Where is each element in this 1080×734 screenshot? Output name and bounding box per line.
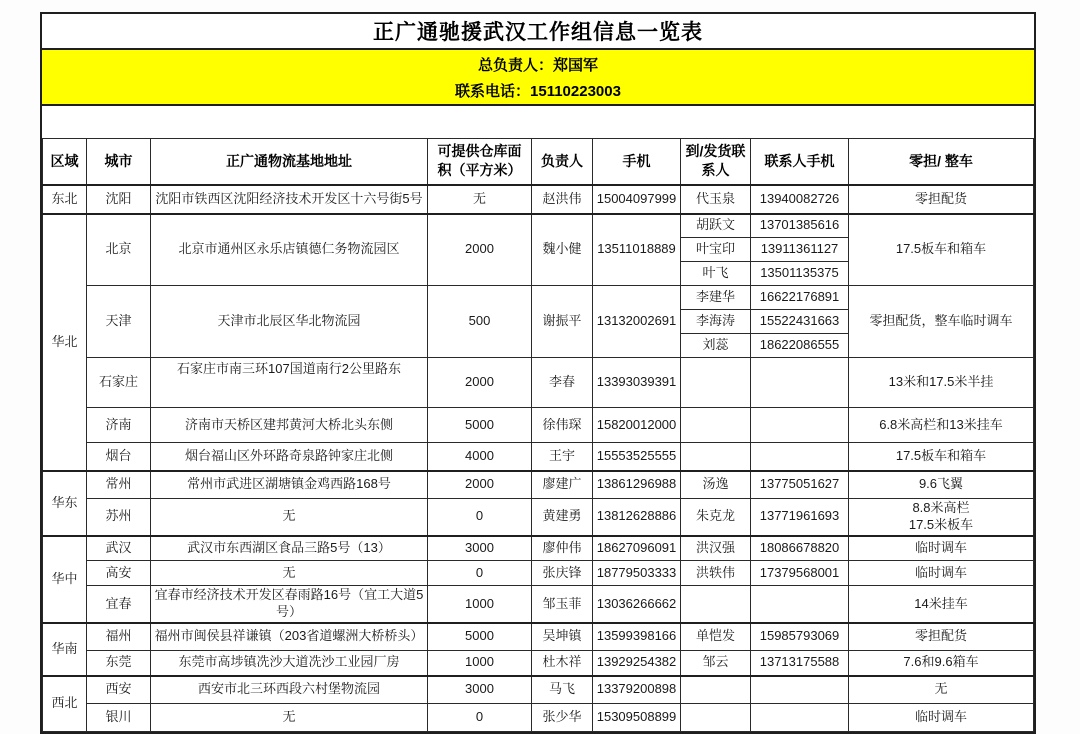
cell-phone: 13132002691	[593, 286, 681, 358]
cell-address: 常州市武进区湖塘镇金鸡西路168号	[151, 471, 428, 499]
cell-phone: 13379200898	[593, 676, 681, 703]
cell-region: 华北	[43, 214, 87, 471]
cell-city: 苏州	[87, 499, 151, 536]
cell-contact: 朱克龙	[681, 499, 751, 536]
cell-contact: 邹云	[681, 650, 751, 676]
cell-phone: 18627096091	[593, 536, 681, 561]
cell-contact-phone: 16622176891	[751, 286, 849, 310]
cell-contact: 洪汉强	[681, 536, 751, 561]
cell-contact-phone	[751, 408, 849, 443]
cell-contact	[681, 676, 751, 703]
cell-contact: 李海涛	[681, 310, 751, 334]
cell-city: 济南	[87, 408, 151, 443]
cell-address: 无	[151, 561, 428, 586]
cell-freight: 零担配货，整车临时调车	[849, 286, 1034, 358]
cell-phone: 18779503333	[593, 561, 681, 586]
cell-area: 5000	[428, 408, 532, 443]
cell-address: 沈阳市铁西区沈阳经济技术开发区十六号街5号	[151, 185, 428, 214]
column-header-2: 城市	[87, 139, 151, 185]
cell-phone: 13511018889	[593, 214, 681, 286]
cell-area: 4000	[428, 443, 532, 471]
table-row	[43, 185, 1034, 214]
cell-contact: 汤逸	[681, 471, 751, 499]
cell-contact: 胡跃文	[681, 214, 751, 238]
table-row	[43, 623, 1034, 650]
cell-address: 北京市通州区永乐店镇德仁务物流园区	[151, 214, 428, 286]
cell-city: 沈阳	[87, 185, 151, 214]
cell-contact-phone	[751, 586, 849, 623]
cell-city: 北京	[87, 214, 151, 286]
cell-manager: 张庆锋	[532, 561, 593, 586]
cell-manager: 李春	[532, 358, 593, 408]
cell-manager: 魏小健	[532, 214, 593, 286]
cell-contact	[681, 586, 751, 623]
cell-manager: 黄建勇	[532, 499, 593, 536]
cell-address: 天津市北辰区华北物流园	[151, 286, 428, 358]
cell-contact-phone: 18086678820	[751, 536, 849, 561]
cell-contact-phone: 13713175588	[751, 650, 849, 676]
info-sheet	[40, 12, 1036, 734]
cell-manager: 张少华	[532, 703, 593, 731]
cell-contact	[681, 358, 751, 408]
cell-phone: 13861296988	[593, 471, 681, 499]
cell-contact	[681, 443, 751, 471]
cell-phone: 13599398166	[593, 623, 681, 650]
cell-area: 2000	[428, 471, 532, 499]
cell-area: 3000	[428, 676, 532, 703]
cell-freight: 6.8米高栏和13米挂车	[849, 408, 1034, 443]
cell-address: 宜春市经济技术开发区春雨路16号（宜工大道5号）	[151, 586, 428, 623]
cell-contact-phone	[751, 443, 849, 471]
cell-freight: 9.6飞翼	[849, 471, 1034, 499]
table-row	[43, 703, 1034, 731]
cell-freight: 零担配货	[849, 185, 1034, 214]
cell-manager: 王宇	[532, 443, 593, 471]
cell-address: 济南市天桥区建邦黄河大桥北头东侧	[151, 408, 428, 443]
column-header-3: 正广通物流基地地址	[151, 139, 428, 185]
cell-manager: 廖建广	[532, 471, 593, 499]
cell-address: 西安市北三环西段六村堡物流园	[151, 676, 428, 703]
cell-contact-phone	[751, 358, 849, 408]
table-row	[43, 561, 1034, 586]
column-header-6: 手机	[593, 139, 681, 185]
page-title: 正广通驰援武汉工作组信息一览表	[42, 14, 1034, 50]
cell-city: 高安	[87, 561, 151, 586]
cell-contact: 代玉泉	[681, 185, 751, 214]
cell-contact-phone: 13501135375	[751, 262, 849, 286]
cell-address: 石家庄市南三环107国道南行2公里路东	[151, 358, 428, 408]
cell-contact-phone	[751, 676, 849, 703]
cell-manager: 徐伟琛	[532, 408, 593, 443]
cell-city: 烟台	[87, 443, 151, 471]
cell-city: 东莞	[87, 650, 151, 676]
cell-city: 石家庄	[87, 358, 151, 408]
column-header-1: 区域	[43, 139, 87, 185]
column-header-9: 零担/ 整车	[849, 139, 1034, 185]
cell-address: 无	[151, 499, 428, 536]
cell-contact	[681, 703, 751, 731]
cell-manager: 谢振平	[532, 286, 593, 358]
table-row	[43, 650, 1034, 676]
table-row	[43, 676, 1034, 703]
table-row	[43, 214, 1034, 238]
cell-phone: 15820012000	[593, 408, 681, 443]
table-row	[43, 471, 1034, 499]
cell-phone: 13812628886	[593, 499, 681, 536]
banner	[42, 50, 1034, 106]
cell-region: 华中	[43, 536, 87, 623]
cell-area: 1000	[428, 586, 532, 623]
cell-contact-phone: 13771961693	[751, 499, 849, 536]
cell-contact: 刘蕊	[681, 334, 751, 358]
table-row	[43, 536, 1034, 561]
cell-contact-phone: 13940082726	[751, 185, 849, 214]
cell-contact-phone: 15522431663	[751, 310, 849, 334]
cell-contact-phone: 18622086555	[751, 334, 849, 358]
cell-phone: 13393039391	[593, 358, 681, 408]
cell-freight: 临时调车	[849, 536, 1034, 561]
cell-freight: 8.8米高栏 17.5米板车	[849, 499, 1034, 536]
column-header-5: 负责人	[532, 139, 593, 185]
column-header-8: 联系人手机	[751, 139, 849, 185]
cell-region: 华南	[43, 623, 87, 676]
cell-address: 无	[151, 703, 428, 731]
cell-contact: 单恺发	[681, 623, 751, 650]
banner-leader-line: 总负责人：郑国军	[477, 56, 598, 74]
cell-freight: 临时调车	[849, 703, 1034, 731]
cell-contact-phone	[751, 703, 849, 731]
cell-region: 东北	[43, 185, 87, 214]
cell-contact-phone: 13775051627	[751, 471, 849, 499]
cell-area: 1000	[428, 650, 532, 676]
table-row	[43, 408, 1034, 443]
cell-address: 福州市闽侯县祥谦镇（203省道螺洲大桥桥头）	[151, 623, 428, 650]
cell-phone: 13036266662	[593, 586, 681, 623]
cell-phone: 15553525555	[593, 443, 681, 471]
cell-area: 0	[428, 703, 532, 731]
cell-freight: 零担配货	[849, 623, 1034, 650]
cell-manager: 邹玉菲	[532, 586, 593, 623]
cell-area: 0	[428, 499, 532, 536]
cell-manager: 杜木祥	[532, 650, 593, 676]
cell-area: 2000	[428, 214, 532, 286]
cell-area: 3000	[428, 536, 532, 561]
cell-freight: 14米挂车	[849, 586, 1034, 623]
cell-contact-phone: 17379568001	[751, 561, 849, 586]
cell-city: 宜春	[87, 586, 151, 623]
table-row	[43, 286, 1034, 310]
cell-phone: 13929254382	[593, 650, 681, 676]
cell-contact-phone: 15985793069	[751, 623, 849, 650]
header-row	[43, 139, 1034, 185]
cell-region: 西北	[43, 676, 87, 731]
banner-phone-line: 联系电话：15110223003	[455, 82, 621, 100]
cell-area: 0	[428, 561, 532, 586]
column-header-4: 可提供仓库面积（平方米）	[428, 139, 532, 185]
cell-contact: 李建华	[681, 286, 751, 310]
cell-freight: 无	[849, 676, 1034, 703]
table-row	[43, 499, 1034, 536]
cell-freight: 17.5板车和箱车	[849, 443, 1034, 471]
column-header-7: 到/发货联系人	[681, 139, 751, 185]
cell-city: 武汉	[87, 536, 151, 561]
cell-city: 福州	[87, 623, 151, 650]
cell-contact: 叶宝印	[681, 238, 751, 262]
cell-freight: 临时调车	[849, 561, 1034, 586]
cell-address: 武汉市东西湖区食品三路5号（13）	[151, 536, 428, 561]
cell-contact-phone: 13701385616	[751, 214, 849, 238]
cell-contact-phone: 13911361127	[751, 238, 849, 262]
cell-manager: 吴坤镇	[532, 623, 593, 650]
table-row	[43, 586, 1034, 623]
cell-phone: 15309508899	[593, 703, 681, 731]
cell-address: 东莞市高埗镇冼沙大道冼沙工业园厂房	[151, 650, 428, 676]
cell-freight: 13米和17.5米半挂	[849, 358, 1034, 408]
cell-manager: 马飞	[532, 676, 593, 703]
cell-contact: 叶飞	[681, 262, 751, 286]
cell-area: 500	[428, 286, 532, 358]
cell-city: 天津	[87, 286, 151, 358]
table-row	[43, 358, 1034, 408]
table-row	[43, 443, 1034, 471]
cell-area: 无	[428, 185, 532, 214]
cell-city: 银川	[87, 703, 151, 731]
cell-city: 常州	[87, 471, 151, 499]
cell-area: 5000	[428, 623, 532, 650]
cell-contact	[681, 408, 751, 443]
info-table	[42, 138, 1034, 732]
cell-manager: 赵洪伟	[532, 185, 593, 214]
cell-contact: 洪轶伟	[681, 561, 751, 586]
cell-region: 华东	[43, 471, 87, 536]
cell-phone: 15004097999	[593, 185, 681, 214]
cell-city: 西安	[87, 676, 151, 703]
spacer-row	[42, 106, 1034, 138]
cell-manager: 廖仲伟	[532, 536, 593, 561]
cell-freight: 7.6和9.6箱车	[849, 650, 1034, 676]
cell-address: 烟台福山区外环路奇泉路钟家庄北侧	[151, 443, 428, 471]
cell-freight: 17.5板车和箱车	[849, 214, 1034, 286]
cell-area: 2000	[428, 358, 532, 408]
